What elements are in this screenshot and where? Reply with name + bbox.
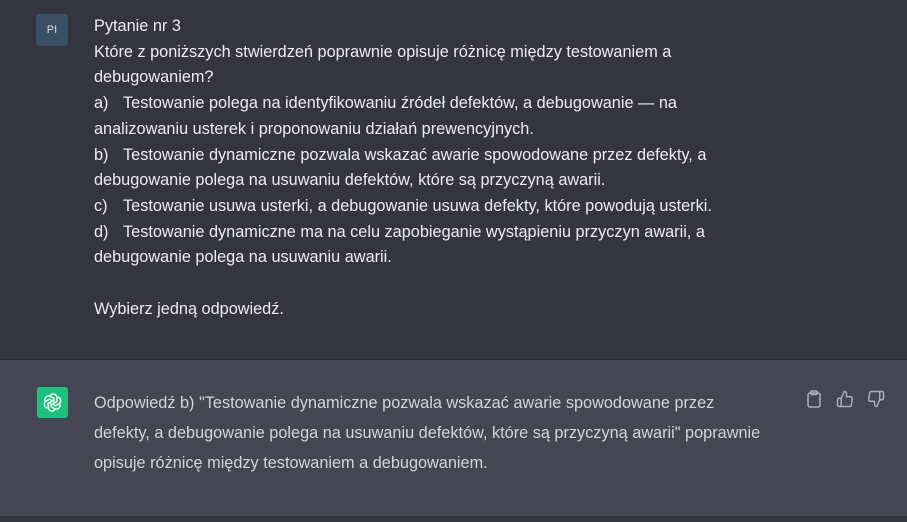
user-message-text (94, 14, 784, 322)
option-letter: b) (94, 145, 109, 164)
instruction-text: Wybierz jedną odpowiedź. (94, 299, 284, 318)
answer-line: Odpowiedź b) "Testowanie dynamiczne pozwala wskazać awarie spowodowane przez (94, 394, 715, 412)
message-actions (805, 390, 885, 408)
assistant-message (0, 360, 907, 516)
assistant-message-text (94, 388, 794, 478)
option-text: Testowanie polega na identyfikowaniu źródeł defektów, a debugowanie — na (123, 94, 677, 113)
chatgpt-logo-icon (37, 387, 68, 418)
answer-line: defekty, a debugowanie polega na usuwaniu defektów, które są przyczyną awarii" poprawnie (94, 424, 761, 442)
option-b (94, 143, 784, 169)
answer-line: opisuje różnicę między testowaniem a debugowaniem. (94, 454, 488, 472)
thumbs-down-icon (867, 390, 885, 408)
thumbs-up-icon (836, 390, 854, 408)
option-c (94, 194, 784, 220)
copy-icon (806, 390, 822, 408)
question-line: debugowaniem? (94, 68, 214, 87)
copy-button[interactable] (805, 390, 823, 408)
option-text: Testowanie usuwa usterki, a debugowanie usuwa defekty, które powodują usterki. (123, 196, 712, 215)
option-letter: d) (94, 222, 109, 241)
spacer (94, 271, 784, 297)
option-a-continued: analizowaniu usterek i proponowaniu działań prewencyjnych. (94, 119, 534, 138)
question-line: Które z poniższych stwierdzeń poprawnie opisuje różnicę między testowaniem a (94, 42, 672, 61)
option-b-continued: debugowanie polega na usuwaniu defektów, które są przyczyną awarii. (94, 171, 606, 190)
thumbs-up-button[interactable] (836, 390, 854, 408)
option-a (94, 91, 784, 117)
option-d-continued: debugowanie polega na usuwaniu awarii. (94, 248, 392, 267)
option-text: Testowanie dynamiczne ma na celu zapobieganie wystąpieniu przyczyn awarii, a (123, 222, 705, 241)
bottom-divider (0, 516, 907, 522)
user-avatar: PI (36, 14, 68, 46)
option-text: Testowanie dynamiczne pozwala wskazać awarie spowodowane przez defekty, a (123, 145, 707, 164)
question-title: Pytanie nr 3 (94, 17, 181, 35)
option-letter: c) (94, 196, 108, 215)
thumbs-down-button[interactable] (867, 390, 885, 408)
option-letter: a) (94, 94, 109, 113)
option-d (94, 220, 784, 246)
